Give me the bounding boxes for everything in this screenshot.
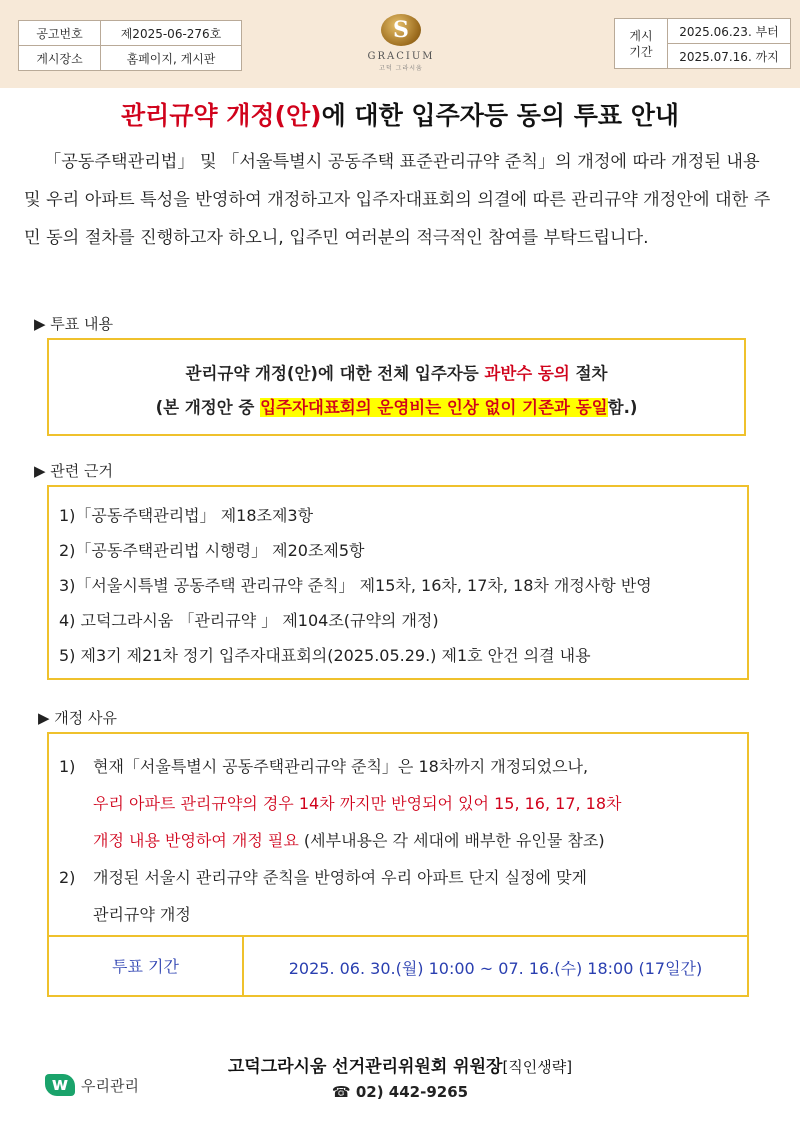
legal-basis-item: 5) 제3기 제21차 정기 입주자대표회의(2025.05.29.) 제1호 안건 의결 내용 [59, 646, 591, 665]
notice-number-value: 제2025-06-276호 [101, 21, 242, 46]
vote-content-box [47, 338, 746, 436]
brand-mark-icon: w [45, 1074, 75, 1096]
posting-place-value: 홈페이지, 게시판 [101, 46, 242, 71]
operating-cost-highlight: 입주자대표회의 운영비는 인상 없이 기존과 동일 [260, 398, 608, 417]
reason-item-2: 2) 개정된 서울시 관리규약 준칙을 반영하여 우리 아파트 단지 실정에 맞게 관리규약 개정 [59, 868, 587, 924]
posting-period-end: 2025.07.16. 까지 [668, 44, 791, 69]
gracium-logo [362, 14, 440, 72]
brand-name: 우리관리 [81, 1076, 139, 1095]
legal-basis-box [47, 485, 749, 680]
logo-emblem-icon: S [381, 14, 421, 46]
revision-reason-box [47, 732, 749, 997]
posting-period-start: 2025.06.23. 부터 [668, 19, 791, 44]
legal-basis-item: 1)「공동주택관리법」 제18조제3항 [59, 506, 314, 525]
legal-basis-item: 4) 고덕그라시움 「관리규약 」 제104조(규약의 개정) [59, 611, 439, 630]
posting-period-label: 게시 기간 [615, 19, 668, 69]
notice-info-table [18, 20, 242, 71]
voting-period-value: 2025. 06. 30.(월) 10:00 ~ 07. 16.(수) 18:00 (17일간) [288, 958, 703, 978]
title-highlight: 관리규약 개정(안) [120, 101, 322, 130]
vote-content-line1: 관리규약 개정(안)에 대한 전체 입주자등 과반수 동의 절차 [185, 364, 608, 383]
reason-item-1: 1) 현재「서울특별시 공동주택관리규약 준칙」은 18차까지 개정되었으나, 우리 아파트 관리규약의 경우 14차 까지만 반영되어 있어 15, 16, 17, 18차 개정 내용 반영하여 개정 필요 (세부내용은 각 세대에 배부한 유인물 참조) [59, 757, 622, 850]
legal-basis-item: 3)「서울시특별 공동주택 관리규약 준칙」 제15차, 16차, 17차, 18차 개정사항 반영 [59, 576, 652, 595]
notice-number-label: 공고번호 [19, 21, 101, 46]
intro-paragraph: 「공동주택관리법」 및 「서울특별시 공동주택 표준관리규약 준칙」의 개정에 따라 개정된 내용 및 우리 아파트 특성을 반영하여 개정하고자 입주자대표회의 의결에 따른 관리규약 개정안에 대한 주민 동의 절차를 진행하고자 하오니, 입주민 여러분의 적극적인 참여를 부탁드립니다. [24, 152, 771, 248]
legal-basis-item: 2)「공동주택관리법 시행령」 제20조제5항 [59, 541, 365, 560]
page-title [0, 96, 800, 132]
section-heading-reason: ▶ 개정 사유 [38, 709, 118, 727]
seal-note: [직인생략] [502, 1058, 573, 1076]
signature-line [0, 1052, 800, 1077]
vote-content-line2: (본 개정안 중 입주자대표회의 운영비는 인상 없이 기존과 동일함.) [155, 398, 638, 417]
committee-chair: 고덕그라시움 선거관리위원회 위원장 [227, 1057, 503, 1077]
voting-period-label: 투표 기간 [49, 937, 244, 997]
majority-consent-text: 과반수 동의 [484, 364, 570, 383]
contact-phone: ☎ 02) 442-9265 [331, 1083, 469, 1101]
section-heading-vote-content: ▶ 투표 내용 [34, 315, 114, 333]
logo-name: GRACIUM [367, 51, 435, 62]
section-heading-legal-basis: ▶ 관련 근거 [34, 462, 114, 480]
posting-place-label: 게시장소 [19, 46, 101, 71]
title-rest: 에 대한 입주자등 동의 투표 안내 [321, 101, 680, 130]
voting-period-row [49, 937, 747, 997]
posting-period-table [614, 18, 791, 69]
logo-subtitle: 고덕 그라시움 [379, 65, 423, 72]
